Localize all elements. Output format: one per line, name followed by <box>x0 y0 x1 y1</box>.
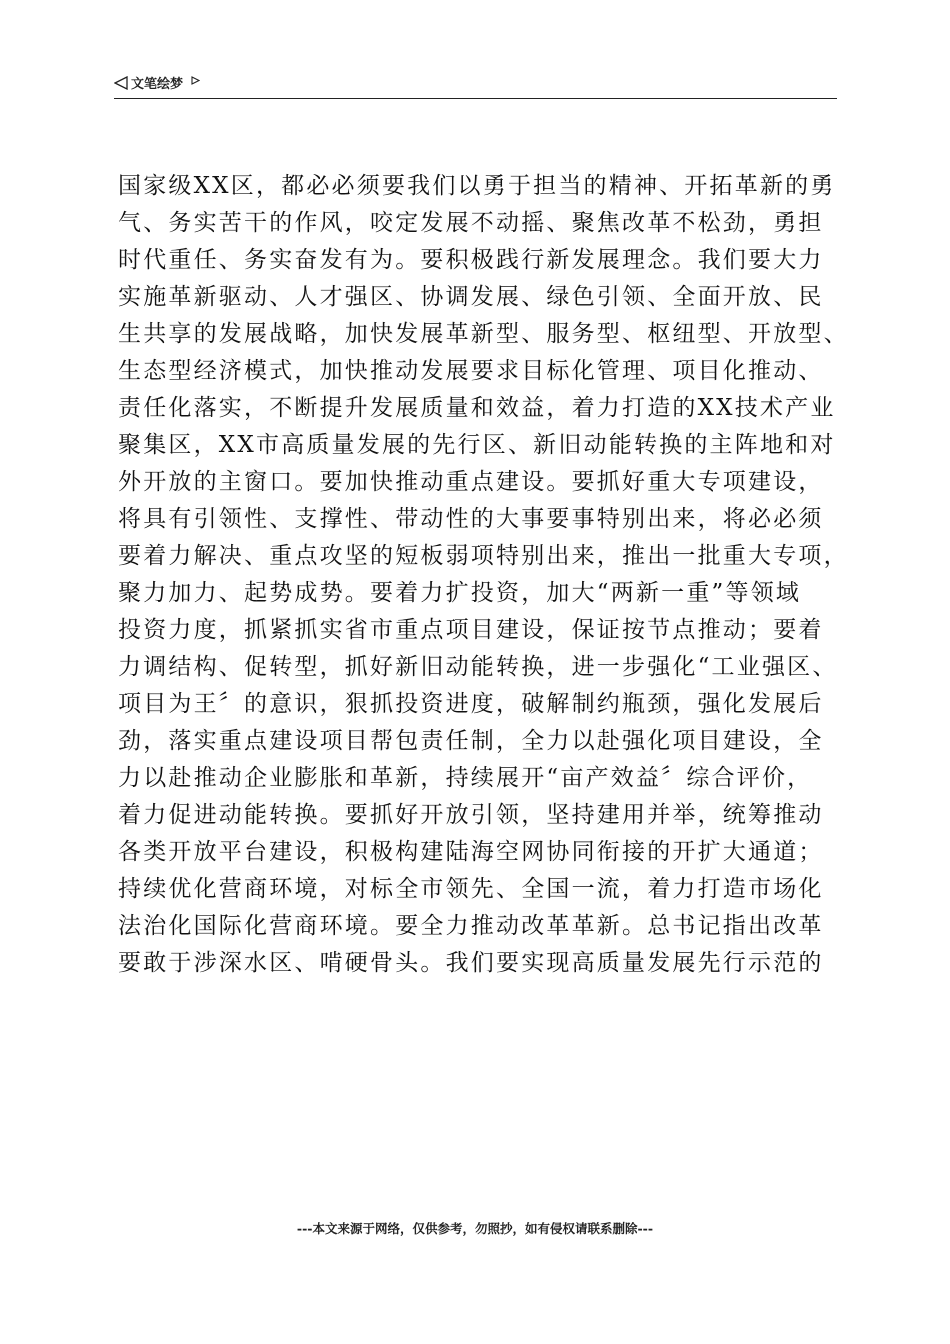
triangle-left-icon <box>114 76 128 90</box>
paragraph-line: 实施革新驱动、人才强区、协调发展、绿色引领、全面开放、民 <box>118 284 824 310</box>
paragraph-line: 各类开放平台建设，积极构建陆海空网协同衔接的开扩大通道； <box>118 839 824 865</box>
paragraph-line: 劲，落实重点建设项目帮包责任制，全力以赴强化项目建设，全 <box>118 728 824 754</box>
paragraph-line: 力以赴推动企业膨胀和革新，持续展开“亩产效益〞综合评价， <box>118 765 813 791</box>
paragraph-line: 将具有引领性、支撑性、带动性的大事要事特别出来，将必必须 <box>118 506 824 532</box>
paragraph-line: 投资力度，抓紧抓实省市重点项目建设，保证按节点推动；要着 <box>118 617 824 643</box>
paragraph-line: 外开放的主窗口。要加快推动重点建设。要抓好重大专项建设， <box>118 469 824 495</box>
paragraph-line: 力调结构、促转型，抓好新旧动能转换，进一步强化“工业强区、 <box>118 654 838 680</box>
paragraph-line: 气、务实苦干的作风，咬定发展不动摇、聚焦改革不松劲，勇担 <box>118 210 824 236</box>
footer-disclaimer: ---本文来源于网络，仅供参考，勿照抄，如有侵权请联系删除--- <box>296 1221 654 1236</box>
page-header <box>114 70 837 99</box>
paragraph-line: 项目为王〞的意识，狠抓投资进度，破解制约瓶颈，强化发展后 <box>118 691 824 717</box>
paragraph-line: 生共享的发展战略，加快发展革新型、服务型、枢纽型、开放型、 <box>118 321 849 347</box>
paragraph-line: 着力促进动能转换。要抓好开放引领，坚持建用并举，统筹推动 <box>118 802 824 828</box>
triangle-right-icon <box>191 76 200 85</box>
paragraph-line: 法治化国际化营商环境。要全力推动改革革新。总书记指出改革 <box>118 913 824 939</box>
paragraph-line: 时代重任、务实奋发有为。要积极践行新发展理念。我们要大力 <box>118 247 824 273</box>
header-title: 文笔绘梦 <box>131 77 184 92</box>
paragraph-line: 要敢于涉深水区、啃硬骨头。我们要实现高质量发展先行示范的 <box>118 950 824 976</box>
paragraph-line: 要着力解决、重点攻坚的短板弱项特别出来，推出一批重大专项， <box>118 543 849 569</box>
paragraph-line: 生态型经济模式，加快推动发展要求目标化管理、项目化推动、 <box>118 358 824 384</box>
paragraph-line: 国家级XX区，都必必须要我们以勇于担当的精神、开拓革新的勇 <box>118 173 836 199</box>
header-brand <box>114 73 200 92</box>
paragraph-line: 聚力加力、起势成势。要着力扩投资，加大“两新一重”等领域 <box>118 580 802 606</box>
document-body <box>118 168 849 982</box>
paragraph-line: 持续优化营商环境，对标全市领先、全国一流，着力打造市场化 <box>118 876 824 902</box>
paragraph-line: 责任化落实，不断提升发展质量和效益，着力打造的XX技术产业 <box>118 395 836 421</box>
paragraph-line: 聚集区，XX市高质量发展的先行区、新旧动能转换的主阵地和对 <box>118 432 836 458</box>
